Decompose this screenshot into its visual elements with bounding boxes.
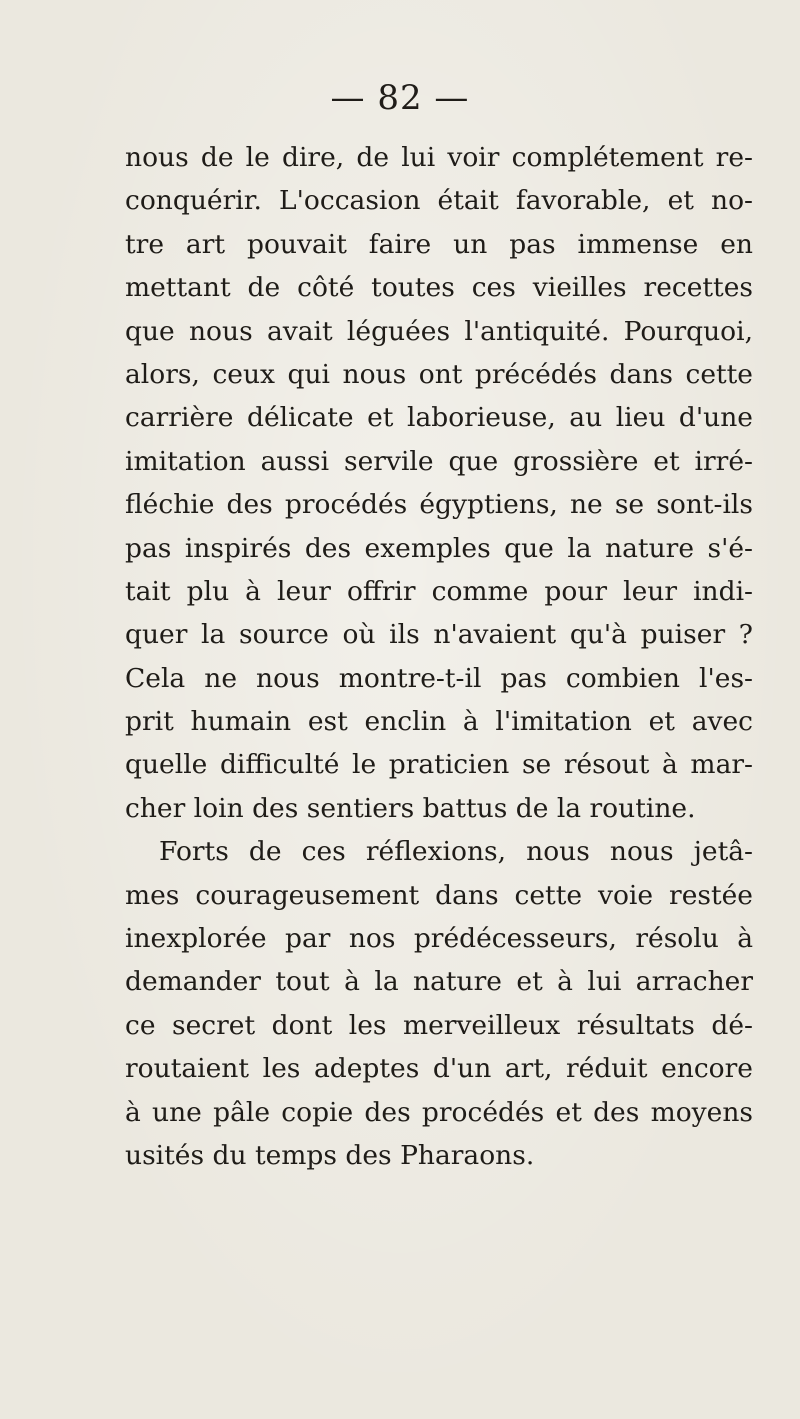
text-line: quelle difficulté le praticien se résout à mar- [125,749,753,781]
text-line: tre art pouvait faire un pas immense en [125,228,753,260]
text-line: routaient les adeptes d'un art, réduit encore [125,1053,753,1085]
paragraph-end-line: usités du temps des Pharaons. [125,1139,535,1171]
text-line: demander tout à la nature et à lui arracher [125,966,753,998]
paragraph-end-line: cher loin des sentiers battus de la routine. [125,792,696,824]
text-line: inexplorée par nos prédécesseurs, résolu à [125,923,753,955]
text-line: à une pâle copie des procédés et des moyens [125,1096,753,1128]
text-line: prit humain est enclin à l'imitation et avec [125,706,753,738]
text-line: mes courageusement dans cette voie restée [125,879,753,911]
text-line: pas inspirés des exemples que la nature s'é- [125,532,753,564]
text-line: quer la source où ils n'avaient qu'à puiser ? [125,619,753,651]
text-line: fléchie des procédés égyptiens, ne se sont-ils [125,489,753,521]
text-line: conquérir. L'occasion était favorable, et no- [125,185,753,217]
body-text [125,136,753,1177]
text-line: tait plu à leur offrir comme pour leur indi- [125,575,753,607]
text-line: nous de le dire, de lui voir complétement re- [125,142,753,173]
text-line: ce secret dont les merveilleux résultats dé- [125,1009,753,1041]
paragraph-start-line: Forts de ces réflexions, nous nous jetâ- [159,836,753,868]
text-line: Cela ne nous montre-t-il pas combien l'es- [125,662,753,694]
text-line: carrière délicate et laborieuse, au lieu d'une [125,402,753,434]
text-line: imitation aussi servile que grossière et irré- [125,445,753,477]
page-number: — 82 — [330,78,470,118]
text-line: que nous avait léguées l'antiquité. Pourquoi, [125,315,753,347]
text-line: alors, ceux qui nous ont précédés dans cette [125,358,753,390]
text-line: mettant de côté toutes ces vieilles recettes [125,272,753,304]
